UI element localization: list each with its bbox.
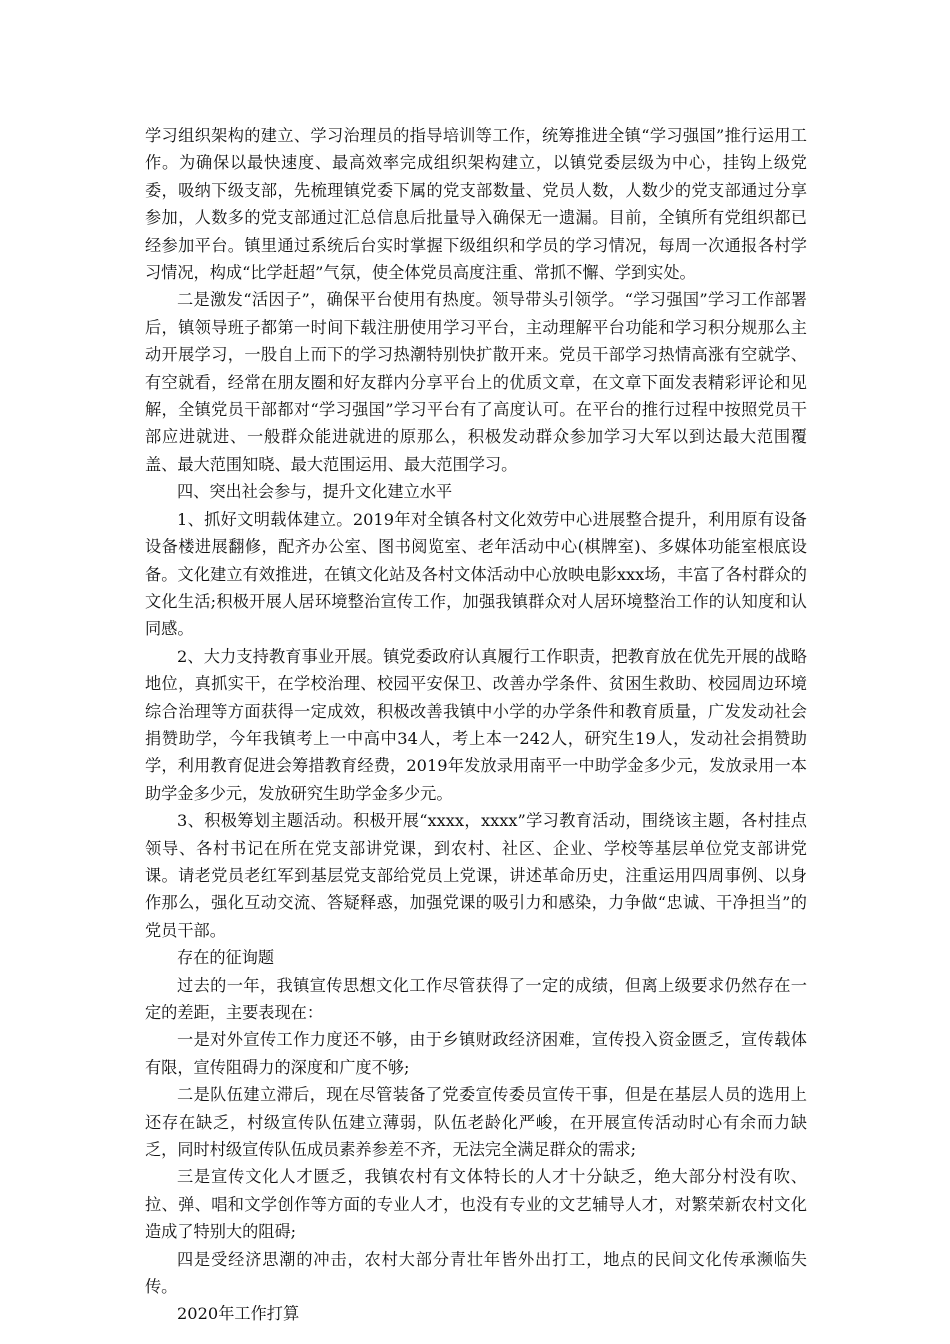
paragraph-problem-2: 二是队伍建立滞后，现在尽管装备了党委宣传委员宣传干事，但是在基层人员的选用上还存在缺乏，村级宣传队伍建立薄弱，队伍老龄化严峻，在开展宣传活动时心有余而力缺乏，同时村级宣传队伍成员素养参差不齐，无法完全满足群众的需求; [145, 1085, 807, 1160]
paragraph-problem-1: 一是对外宣传工作力度还不够，由于乡镇财政经济困难，宣传投入资金匮乏，宣传载体有限，宣传阻碍力的深度和广度不够; [145, 1030, 807, 1077]
paragraph-2: 二是激发“活因子”，确保平台使用有热度。领导带头引领学。“学习强国”学习工作部署后，镇领导班子都第一时间下载注册使用学习平台，主动理解平台功能和学习积分规那么主动开展学习，一股自上而下的学习热潮特别快扩散开来。党员干部学习热情高涨有空就学、有空就看，经常在朋友圈和好友群内分享平台上的优质文章，在文章下面发表精彩评论和见解，全镇党员干部都对“学习强国”学习平台有了高度认可。在平台的推行过程中按照党员干部应进就进、一般群众能进就进的原那么，积极发动群众参加学习大军以到达最大范围覆盖、最大范围知晓、最大范围运用、最大范围学习。 [145, 290, 807, 474]
paragraph-item-1: 1、抓好文明载体建立。2019年对全镇各村文化效劳中心进展整合提升，利用原有设备设备楼进展翻修，配齐办公室、图书阅览室、老年活动中心(棋牌室)、多媒体功能室根底设备。文化建立有效推进，在镇文化站及各村文体活动中心放映电影xxx场，丰富了各村群众的文化生活;积极开展人居环境整治宣传工作，加强我镇群众对人居环境整治工作的认知度和认同感。 [145, 509, 807, 639]
paragraph-problem-4: 四是受经济思潮的冲击，农村大部分青壮年皆外出打工，地点的民间文化传承濒临失传。 [145, 1249, 807, 1297]
document-body [145, 122, 807, 1328]
section-heading-plan-2020: 2020年工作打算 [177, 1304, 300, 1324]
paragraph-problem-3: 三是宣传文化人才匮乏，我镇农村有文体特长的人才十分缺乏，绝大部分村没有吹、拉、弹、唱和文学创作等方面的专业人才，也没有专业的文艺辅导人才，对繁荣新农村文化造成了特别大的阻碍; [145, 1167, 807, 1242]
section-heading-problems: 存在的征询题 [177, 948, 275, 968]
section-heading-4: 四、突出社会参与，提升文化建立水平 [177, 482, 453, 502]
paragraph-1: 学习组织架构的建立、学习治理员的指导培训等工作，统筹推进全镇“学习强国”推行运用工作。为确保以最快速度、最高效率完成组织架构建立，以镇党委层级为中心，挂钩上级党委，吸纳下级支部，先梳理镇党委下属的党支部数量、党员人数，人数少的党支部通过分享参加，人数多的党支部通过汇总信息后批量导入确保无一遗漏。目前，全镇所有党组织都已经参加平台。镇里通过系统后台实时掌握下级组织和学员的学习情况，每周一次通报各村学习情况，构成“比学赶超”气氛，使全体党员高度注重、常抓不懈、学到实处。 [145, 126, 807, 283]
paragraph-item-2: 2、大力支持教育事业开展。镇党委政府认真履行工作职责，把教育放在优先开展的战略地位，真抓实干，在学校治理、校园平安保卫、改善办学条件、贫困生救助、校园周边环境综合治理等方面获得一定成效，积极改善我镇中小学的办学条件和教育质量，广发发动社会捐赞助学，今年我镇考上一中高中34人，考上本一242人，研究生19人，发动社会捐赞助学，利用教育促进会筹措教育经费，2019年发放录用南平一中助学金多少元，发放录用一本助学金多少元，发放研究生助学金多少元。 [145, 646, 807, 803]
paragraph-item-3: 3、积极筹划主题活动。积极开展“xxxx，xxxx”学习教育活动，围绕该主题，各村挂点领导、各村书记在所在党支部讲党课，到农村、社区、企业、学校等基层单位党支部讲党课。请老党员老红军到基层党支部给党员上党课，讲述革命历史，注重运用四周事例、以身作那么，强化互动交流、答疑释惑，加强党课的吸引力和感染，力争做“忠诚、干净担当”的党员干部。 [145, 811, 807, 940]
paragraph-problems-intro: 过去的一年，我镇宣传思想文化工作尽管获得了一定的成绩，但离上级要求仍然存在一定的差距，主要表现在： [145, 975, 807, 1022]
